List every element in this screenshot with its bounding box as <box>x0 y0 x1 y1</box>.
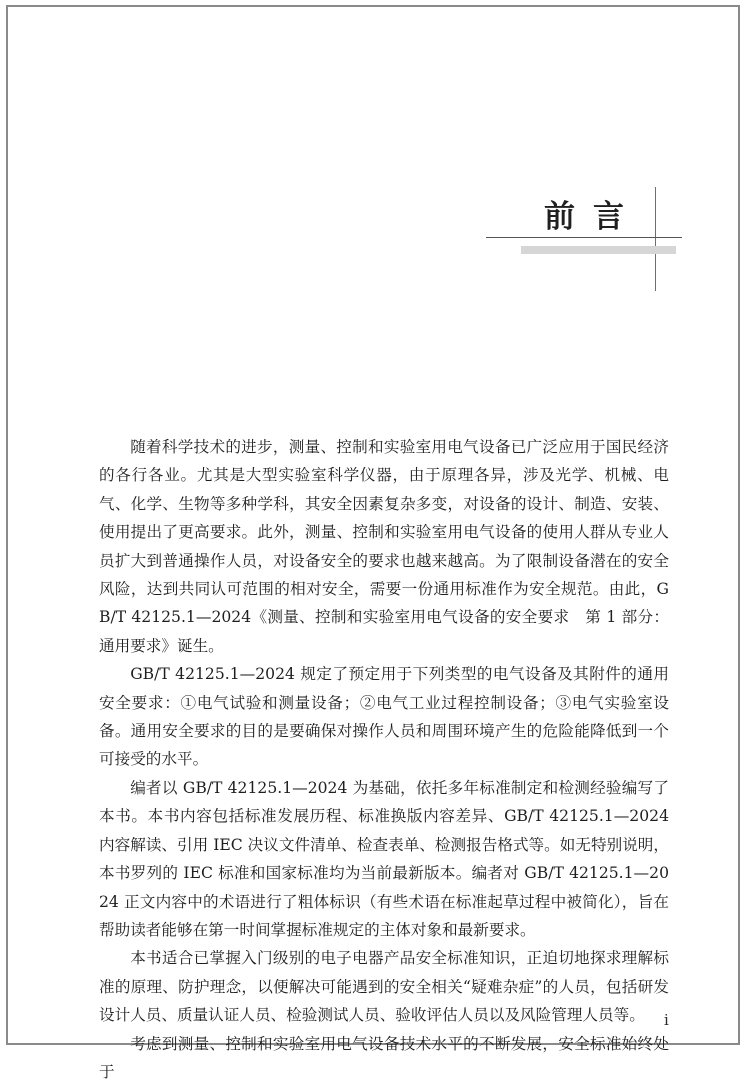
page-number: i <box>664 1011 669 1029</box>
paragraph-3: 编者以 GB/T 42125.1—2024 为基础，依托多年标准制定和检测经验编写了本书。本书内容包括标准发展历程、标准换版内容差异、GB/T 42125.1—2024 内容解读、引用 IEC 决议文件清单、检查表单、检测报告格式等。如无特别说明，本书罗列的 IEC 标准和国家标准均为当前最新版本。编者对 GB/T 42125.1—2024 正文内容中的术语进行了粗体标识（有些术语在标准起草过程中被简化），旨在帮助读者能够在第一时间掌握标准规定的主体对象和最新要求。 <box>99 778 669 939</box>
paragraph-4: 本书适合已掌握入门级别的电子电器产品安全标准知识，正迫切地探求理解标准的原理、防护理念，以便解决可能遇到的安全相关“疑难杂症”的人员，包括研发设计人员、质量认证人员、检验测试人员、验收评估人员以及风险管理人员等。 <box>99 949 669 1025</box>
heading-vertical-rule <box>655 187 656 291</box>
paragraph-5: 考虑到测量、控制和实验室用电气设备技术水平的不断发展，安全标准始终处于 <box>99 1034 669 1081</box>
paragraph-1: 随着科学技术的进步，测量、控制和实验室用电气设备已广泛应用于国民经济的各行各业。尤其是大型实验室科学仪器，由于原理各异，涉及光学、机械、电气、化学、生物等多种学科，其安全因素复杂多变，对设备的设计、制造、安装、使用提出了更高要求。此外，测量、控制和实验室用电气设备的使用人群从专业人员扩大到普通操作人员，对设备安全的要求也越来越高。为了限制设备潜在的安全风险，达到共同认可范围的相对安全，需要一份通用标准作为安全规范。由此，GB/T 42125.1—2024《测量、控制和实验室用电气设备的安全要求 第 1 部分：通用要求》诞生。 <box>99 438 669 655</box>
heading-underline <box>486 237 682 238</box>
preface-body <box>99 433 669 1086</box>
heading-shadow-bar <box>521 246 676 254</box>
preface-heading-block <box>0 0 750 300</box>
page-title: 前言 <box>544 199 642 235</box>
paragraph-2: GB/T 42125.1—2024 规定了预定用于下列类型的电气设备及其附件的通用安全要求：①电气试验和测量设备；②电气工业过程控制设备；③电气实验室设备。通用安全要求的目的是要确保对操作人员和周围环境产生的危险能降低到一个可接受的水平。 <box>99 665 669 769</box>
